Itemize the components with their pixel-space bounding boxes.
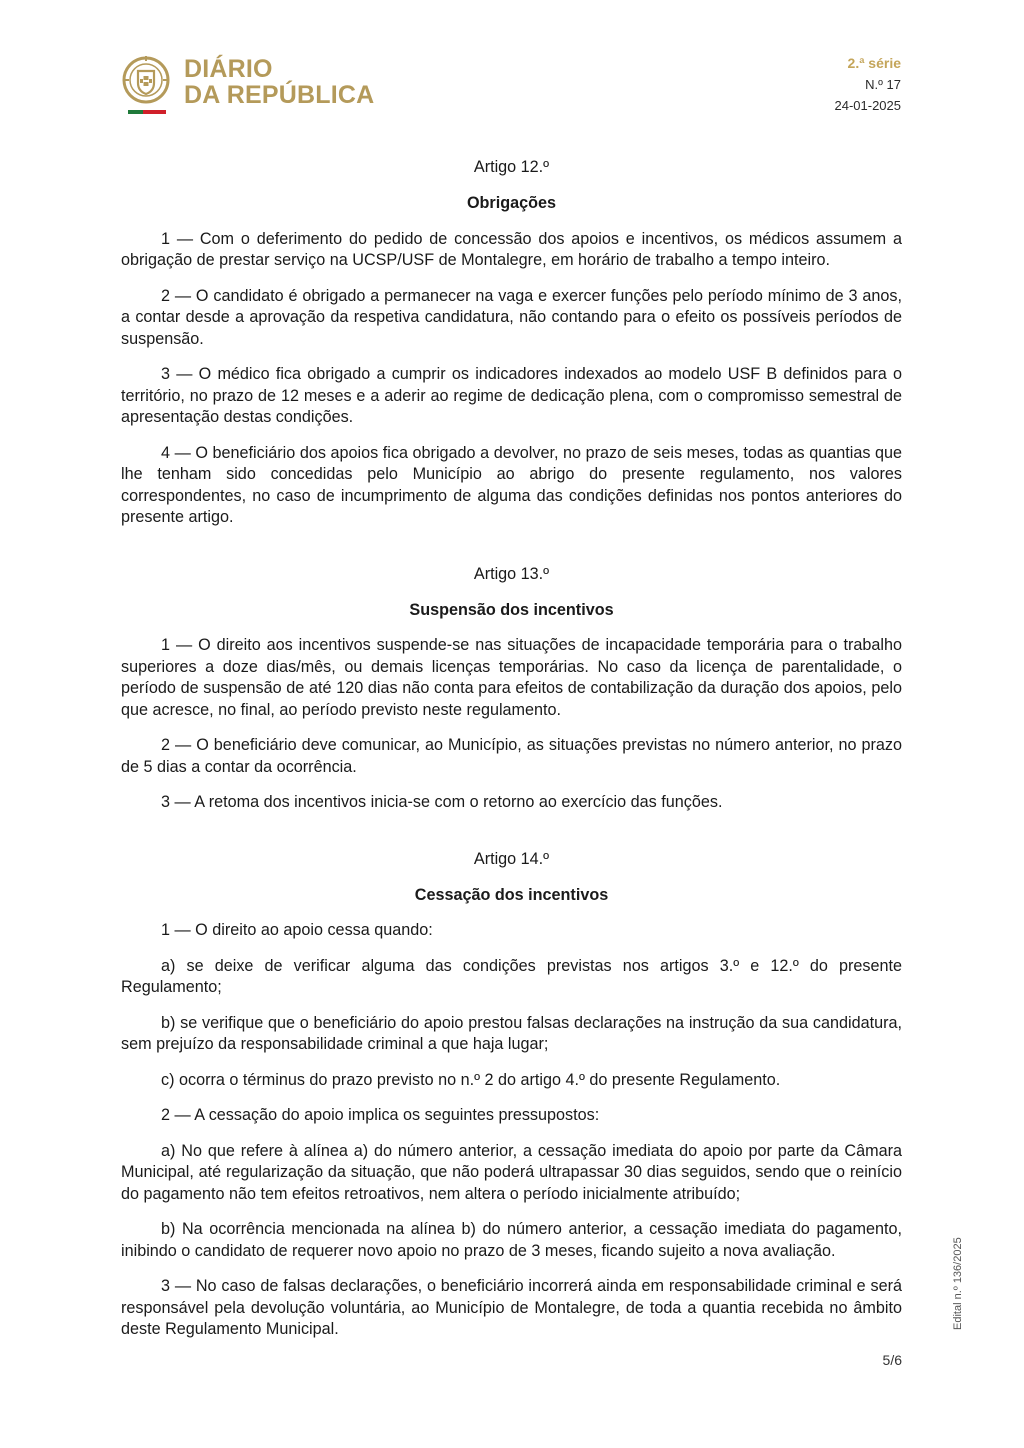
diario-republica-logo xyxy=(121,53,374,109)
paragraph: 3 — O médico fica obrigado a cumprir os indicadores indexados ao modelo USF B definidos para o território, no prazo de 12 meses e a aderir ao regime de dedicação plena, com o compromisso semestral de apresentação destas condições. xyxy=(121,365,902,426)
article-heading: Suspensão dos incentivos xyxy=(409,600,614,619)
article-14 xyxy=(121,849,902,1341)
paragraph: 4 — O beneficiário dos apoios fica obrigado a devolver, no prazo de seis meses, todas as quantias que lhe tenham sido concedidas pelo Município ao abrigo do presente regulamento, nos valores correspondentes, no caso de incumprimento de alguma das condições definidas nos pontos anteriores do presente artigo. xyxy=(121,443,902,526)
paragraph: 1 — O direito ao apoio cessa quando: xyxy=(161,921,433,939)
serie-label: 2.ª série xyxy=(847,55,901,71)
paragraph: c) ocorra o términus do prazo previsto no n.º 2 do artigo 4.º do presente Regulamento. xyxy=(161,1070,781,1089)
article-13 xyxy=(121,564,902,814)
paragraph: 3 — No caso de falsas declarações, o beneficiário incorrerá ainda em responsabilidade criminal e será responsável pela devolução voluntária, ao Município de Montalegre, de toda a quantia recebida no âmbito deste Regulamento Municipal. xyxy=(121,1277,902,1338)
logo-line-1: DIÁRIO xyxy=(184,55,273,83)
paragraph: 2 — O beneficiário deve comunicar, ao Município, as situações previstas no número anterior, no prazo de 5 dias a contar da ocorrência. xyxy=(121,736,902,776)
paragraph: 2 — O candidato é obrigado a permanecer na vaga e exercer funções pelo período mínimo de 3 anos, a contar desde a aprovação da respetiva candidatura, não contando para o efeito os possíveis períodos de suspensão. xyxy=(121,286,902,348)
issue-number: N.º 17 xyxy=(865,77,901,92)
paragraph: a) No que refere à alínea a) do número anterior, a cessação imediata do apoio por parte da Câmara Municipal, até regularização da situação, que não poderá ultrapassar 30 dias seguidos, sendo que o reinício do pagamento não tem efeitos retroativos, nem altera o período inicialmente atribuído; xyxy=(121,1141,902,1203)
paragraph: 1 — O direito aos incentivos suspende-se nas situações de incapacidade temporária para o trabalho superiores a doze dias/mês, ou demais licenças temporárias. No caso da licença de parentalidade, o período de suspensão de até 120 dias não conta para efeitos de contabilização da duração dos apoios, pelo que acresce, no final, ao período previsto neste regulamento. xyxy=(121,636,902,719)
logo-text xyxy=(184,56,374,108)
flag-bar xyxy=(128,110,166,114)
article-heading: Obrigações xyxy=(466,194,557,212)
page-number: 5/6 xyxy=(882,1352,902,1368)
article-heading: Cessação dos incentivos xyxy=(414,885,609,904)
page-header xyxy=(121,53,901,117)
edital-side-note: Edital n.º 136/2025 xyxy=(952,1237,964,1330)
issue-date: 24-01-2025 xyxy=(834,98,901,113)
paragraph: a) se deixe de verificar alguma das condições previstas nos artigos 3.º e 12.º do presente Regulamento; xyxy=(121,956,902,996)
paragraph: b) Na ocorrência mencionada na alínea b) do número anterior, a cessação imediata do pagamento, inibindo o candidato de requerer novo apoio no prazo de 3 meses, ficando sujeito a nova avaliação. xyxy=(121,1220,902,1260)
article-title: Artigo 13.º xyxy=(473,564,550,583)
logo-line-2: DA REPÚBLICA xyxy=(184,81,375,109)
document-body xyxy=(121,157,902,1355)
coat-of-arms-icon xyxy=(121,53,171,109)
paragraph: 2 — A cessação do apoio implica os seguintes pressupostos: xyxy=(161,1106,600,1124)
article-12 xyxy=(121,157,902,529)
paragraph: 3 — A retoma dos incentivos inicia-se com o retorno ao exercício das funções. xyxy=(161,793,723,811)
paragraph: b) se verifique que o beneficiário do apoio prestou falsas declarações na instrução da sua candidatura, sem prejuízo da responsabilidade criminal a que haja lugar; xyxy=(121,1013,902,1053)
article-title: Artigo 14.º xyxy=(473,849,550,868)
paragraph: 1 — Com o deferimento do pedido de concessão dos apoios e incentivos, os médicos assumem a obrigação de prestar serviço na UCSP/USF de Montalegre, em horário de trabalho a tempo inteiro. xyxy=(121,229,902,269)
issue-info xyxy=(835,53,902,116)
article-title: Artigo 12.º xyxy=(473,158,550,176)
